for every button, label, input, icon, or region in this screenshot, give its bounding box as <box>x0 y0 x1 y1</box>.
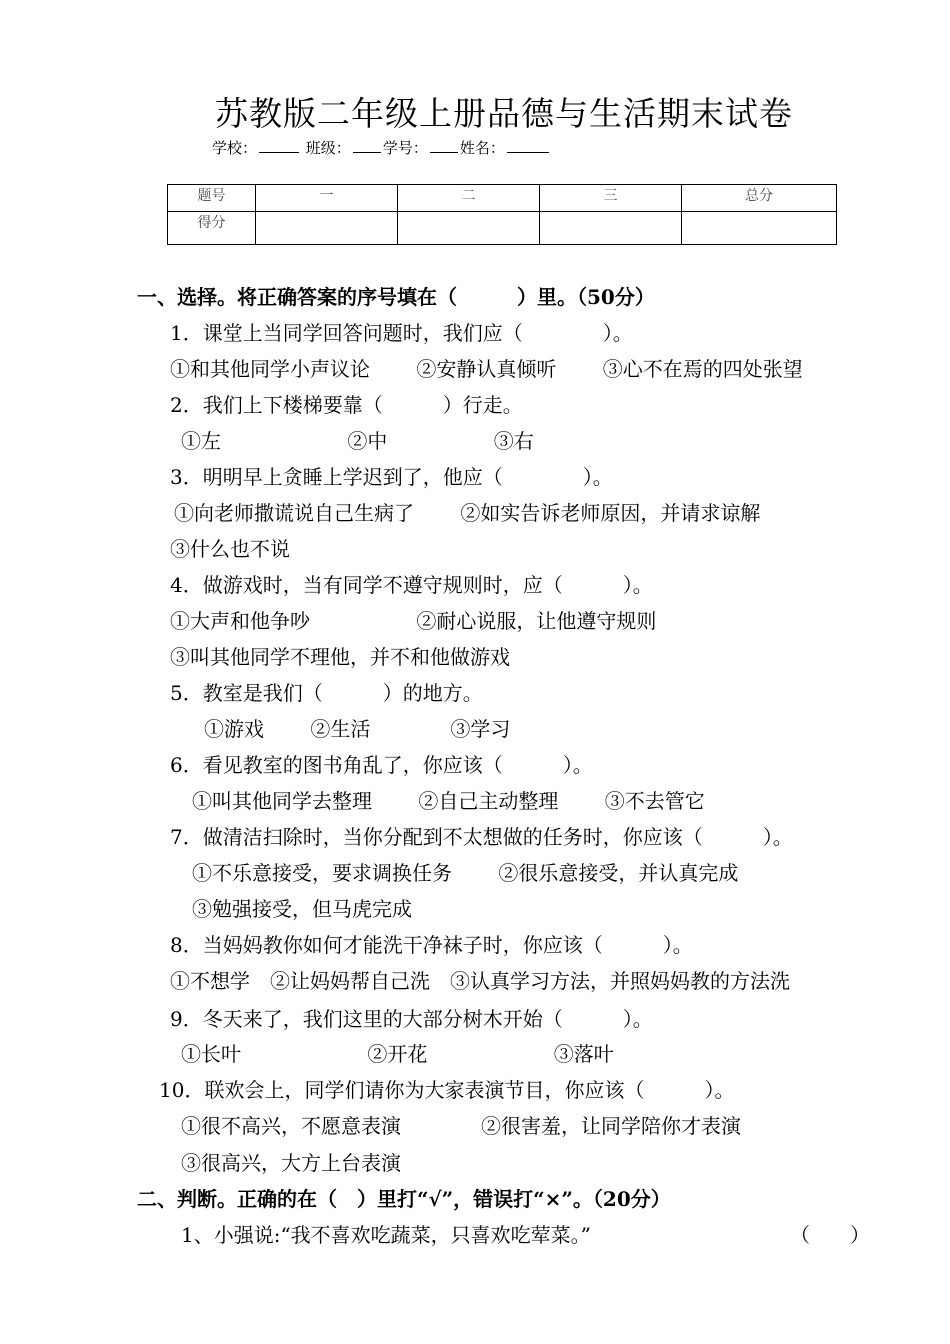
school-field[interactable] <box>259 138 299 153</box>
class-field[interactable] <box>353 138 381 153</box>
id-label: 学号： <box>382 139 428 157</box>
question-10-options-cont: ③很高兴，大方上台表演 <box>181 1151 401 1175</box>
question-4-options: ①大声和他争吵 ②耐心说服，让他遵守规则 <box>170 609 657 633</box>
score-input-total[interactable] <box>682 212 837 245</box>
question-3: 3．明明早上贪睡上学迟到了，他应（ ）。 <box>170 465 613 489</box>
page-title: 苏教版二年级上册品德与生活期末试卷 <box>215 94 793 133</box>
question-9: 9．冬天来了，我们这里的大部分树木开始（ ）。 <box>170 1007 653 1031</box>
score-input-part1[interactable] <box>256 212 398 245</box>
id-field[interactable] <box>430 138 458 153</box>
question-3-options: ①向老师撒谎说自己生病了 ②如实告诉老师原因，并请求谅解 <box>174 501 761 525</box>
score-cell-part2: 二 <box>398 185 540 212</box>
question-5-options: ①游戏 ②生活 ③学习 <box>204 717 511 741</box>
score-cell-part3: 三 <box>540 185 682 212</box>
class-label: 班级： <box>305 139 351 157</box>
question-6: 6．看见教室的图书角乱了，你应该（ ）。 <box>170 753 593 777</box>
question-3-options-cont: ③什么也不说 <box>170 537 290 561</box>
score-cell-part1: 一 <box>256 185 398 212</box>
question-10-options: ①很不高兴，不愿意表演 ②很害羞，让同学陪你才表演 <box>181 1114 741 1138</box>
section1-heading: 一、选择。将正确答案的序号填在（ ）里。（50分） <box>137 285 655 309</box>
score-input-part3[interactable] <box>540 212 682 245</box>
question-2-options: ①左 ②中 ③右 <box>181 429 534 453</box>
question-8: 8．当妈妈教你如何才能洗干净袜子时，你应该（ ）。 <box>170 933 693 957</box>
question-7: 7．做清洁扫除时，当你分配到不太想做的任务时，你应该（ ）。 <box>170 825 793 849</box>
judge-question-1: 1、小强说:“我不喜欢吃蔬菜，只喜欢吃荤菜。” <box>181 1223 591 1247</box>
question-5: 5．教室是我们（ ）的地方。 <box>170 681 483 705</box>
question-8-options: ①不想学 ②让妈妈帮自己洗 ③认真学习方法，并照妈妈教的方法洗 <box>170 969 790 993</box>
score-cell-label: 题号 <box>168 185 256 212</box>
question-9-options: ①长叶 ②开花 ③落叶 <box>181 1042 614 1066</box>
score-table <box>167 184 837 245</box>
question-2: 2．我们上下楼梯要靠（ ）行走。 <box>170 393 523 417</box>
section2-heading: 二、判断。正确的在（ ）里打“√”，错误打“×”。（20分） <box>137 1187 671 1211</box>
name-label: 姓名： <box>459 139 505 157</box>
question-4: 4．做游戏时，当有同学不遵守规则时，应（ ）。 <box>170 573 653 597</box>
score-input-part2[interactable] <box>398 212 540 245</box>
question-4-options-cont: ③叫其他同学不理他，并不和他做游戏 <box>170 645 510 669</box>
name-field[interactable] <box>507 138 549 153</box>
question-7-options: ①不乐意接受，要求调换任务 ②很乐意接受，并认真完成 <box>192 861 739 885</box>
question-1: 1．课堂上当同学回答问题时，我们应（ ）。 <box>170 321 633 345</box>
score-table-header-row <box>168 185 837 212</box>
judge-question-1-answer[interactable]: （ ） <box>790 1223 870 1247</box>
score-cell-total: 总分 <box>682 185 837 212</box>
question-1-options: ①和其他同学小声议论 ②安静认真倾听 ③心不在焉的四处张望 <box>170 357 803 381</box>
question-6-options: ①叫其他同学去整理 ②自己主动整理 ③不去管它 <box>192 789 705 813</box>
question-10: 10．联欢会上，同学们请你为大家表演节目，你应该（ ）。 <box>159 1078 735 1102</box>
school-label: 学校： <box>212 139 258 157</box>
question-7-options-cont: ③勉强接受，但马虎完成 <box>192 897 412 921</box>
score-row-label: 得分 <box>168 212 256 245</box>
student-info <box>212 137 551 158</box>
score-table-score-row <box>168 212 837 245</box>
